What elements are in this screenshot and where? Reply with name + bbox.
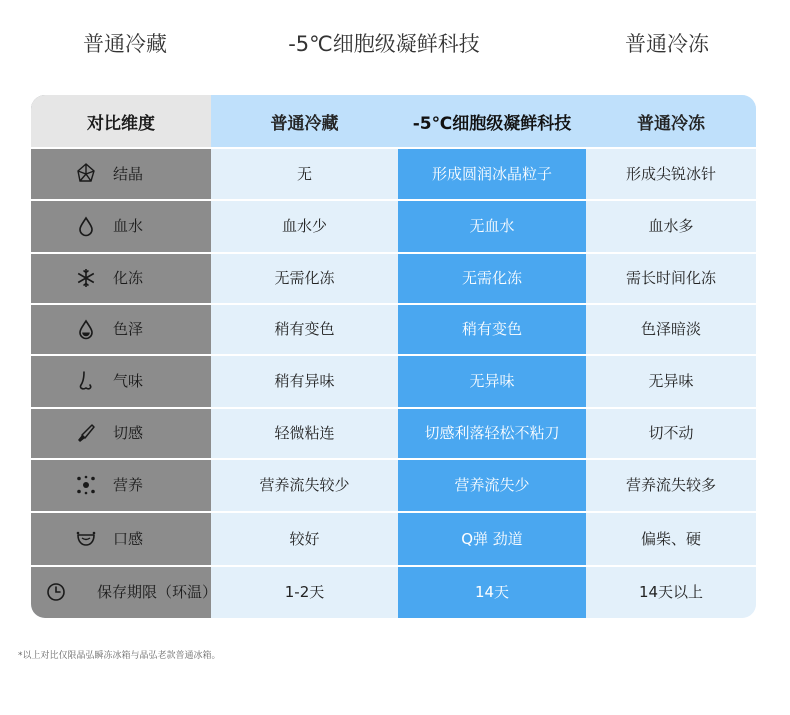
header-dimension: 对比维度 <box>31 95 211 147</box>
cell-tech: 稍有变色 <box>461 320 522 338</box>
header-tech: -5℃细胞级凝鲜科技 <box>398 95 586 147</box>
table-row <box>31 511 756 565</box>
row-label: 营养 <box>31 458 211 511</box>
cell-normal-fridge: 血水少 <box>281 217 327 235</box>
cell-tech: 切感利落轻松不粘刀 <box>424 424 560 442</box>
table-row <box>31 458 756 511</box>
row-label: 切感 <box>31 407 211 458</box>
snowflake-icon <box>75 267 97 289</box>
cell-normal-freezer: 色泽暗淡 <box>640 320 701 338</box>
row-label: 结晶 <box>31 147 211 199</box>
top-header-tech: -5℃细胞级凝鲜科技 <box>288 32 480 56</box>
cell-normal-fridge: 无需化冻 <box>274 269 335 287</box>
cell-normal-freezer: 切不动 <box>648 424 694 442</box>
knife-icon <box>75 422 97 444</box>
color-drop-icon <box>75 318 97 340</box>
cell-tech: 无异味 <box>469 372 515 390</box>
cell-normal-fridge: 稍有异味 <box>274 372 335 390</box>
header-normal-fridge: 普通冷藏 <box>211 95 398 147</box>
crystal-icon <box>75 162 97 184</box>
row-divider <box>31 252 756 254</box>
row-label: 化冻 <box>31 252 211 303</box>
cell-normal-fridge: 营养流失较少 <box>259 476 350 494</box>
cell-normal-fridge: 较好 <box>289 529 320 548</box>
row-divider <box>31 565 756 567</box>
header-normal-freezer: 普通冷冻 <box>586 95 756 147</box>
row-divider <box>31 303 756 305</box>
cell-normal-freezer: 14天以上 <box>638 583 704 601</box>
top-header-normal-fridge: 普通冷藏 <box>83 32 167 56</box>
row-divider <box>31 199 756 201</box>
nutrition-dots-icon <box>75 474 97 496</box>
row-divider <box>31 147 756 149</box>
table-row <box>31 565 756 618</box>
cell-tech: 形成圆润冰晶粒子 <box>431 164 552 183</box>
table-row <box>31 199 756 252</box>
cell-normal-freezer: 需长时间化冻 <box>625 269 716 287</box>
cell-normal-fridge: 1-2天 <box>284 583 325 601</box>
cell-normal-freezer: 血水多 <box>648 217 694 235</box>
footnote: *以上对比仅限晶弘瞬冻冰箱与晶弘老款普通冰箱。 <box>18 651 221 661</box>
top-headers <box>0 28 790 68</box>
table-header-row <box>31 95 756 147</box>
cell-tech: 无需化冻 <box>461 269 522 287</box>
cell-tech: 无血水 <box>469 217 515 235</box>
row-divider <box>31 354 756 356</box>
nose-icon <box>75 370 97 392</box>
table-row <box>31 303 756 354</box>
cell-normal-fridge: 轻微粘连 <box>274 424 335 442</box>
cell-normal-freezer: 无异味 <box>648 372 694 390</box>
table-row <box>31 252 756 303</box>
cell-normal-freezer: 形成尖锐冰针 <box>625 164 716 183</box>
clock-icon <box>45 581 67 603</box>
row-label: 口感 <box>31 511 211 565</box>
row-divider <box>31 511 756 513</box>
row-label: 保存期限（环温） <box>31 565 211 618</box>
cell-normal-fridge: 稍有变色 <box>274 320 335 338</box>
row-label: 血水 <box>31 199 211 252</box>
water-drop-icon <box>75 215 97 237</box>
cell-tech: Q弹 劲道 <box>461 529 523 548</box>
cell-tech: 营养流失少 <box>454 476 530 494</box>
cell-normal-freezer: 偏柴、硬 <box>640 529 701 548</box>
row-divider <box>31 407 756 409</box>
mouth-icon <box>75 527 97 549</box>
row-divider <box>31 458 756 460</box>
row-label: 色泽 <box>31 303 211 354</box>
top-header-normal-freezer: 普通冷冻 <box>625 32 709 56</box>
cell-tech: 14天 <box>474 583 510 601</box>
comparison-table <box>31 95 756 618</box>
table-row <box>31 147 756 199</box>
cell-normal-fridge: 无 <box>296 164 312 183</box>
table-row <box>31 407 756 458</box>
row-label: 气味 <box>31 354 211 407</box>
table-row <box>31 354 756 407</box>
cell-normal-freezer: 营养流失较多 <box>625 476 716 494</box>
